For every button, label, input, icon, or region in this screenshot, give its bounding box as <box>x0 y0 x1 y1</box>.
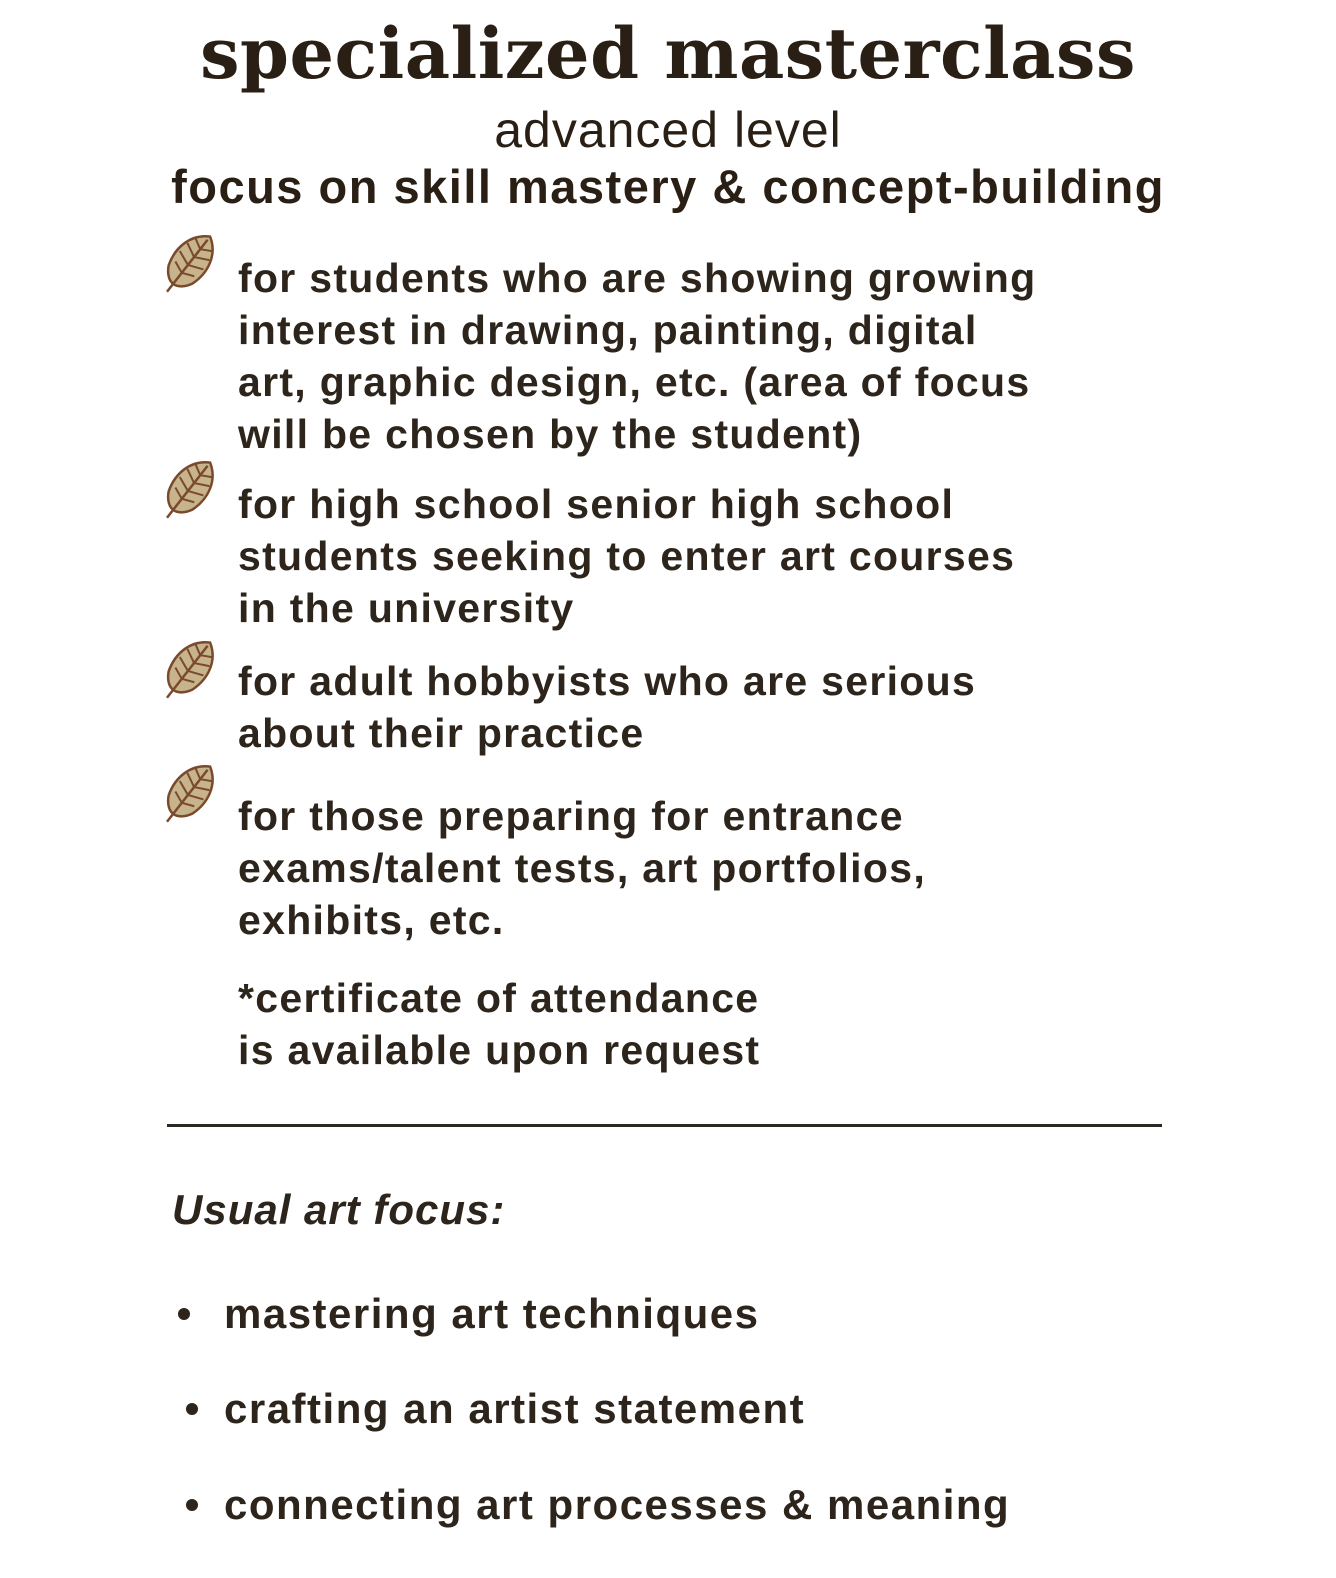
audience-text: for adult hobbyists who are serious about their practice <box>238 658 977 756</box>
audience-text: for those preparing for entrance exams/talent tests, art portfolios, exhibits, etc. <box>238 793 927 943</box>
art-focus-item: mastering art techniques <box>224 1290 760 1337</box>
audience-text: for high school senior high school students seeking to enter art courses in the university <box>238 481 1016 631</box>
art-focus-item: connecting art processes & meaning <box>224 1481 1011 1528</box>
divider <box>167 1124 1162 1127</box>
leaf-icon <box>156 632 226 702</box>
list-item <box>178 1381 1278 1437</box>
certificate-note: *certificate of attendance is available upon request <box>238 975 761 1073</box>
page-subtitle: advanced level <box>494 102 842 158</box>
page-title: specialized masterclass <box>200 12 1136 95</box>
list-item <box>178 1477 1278 1533</box>
leaf-icon <box>156 756 226 826</box>
leaf-icon <box>156 226 226 296</box>
bullet-icon <box>186 1403 198 1415</box>
leaf-icon <box>156 452 226 522</box>
art-focus-heading: Usual art focus: <box>172 1186 506 1233</box>
list-item <box>178 1286 1278 1342</box>
audience-text: for students who are showing growing interest in drawing, painting, digital art, graphic design, etc. (area of focus will be chosen by the student) <box>238 255 1037 457</box>
bullet-icon <box>178 1308 190 1320</box>
focus-line: focus on skill mastery & concept-building <box>171 160 1165 213</box>
bullet-icon <box>186 1499 198 1511</box>
art-focus-item: crafting an artist statement <box>224 1385 806 1432</box>
